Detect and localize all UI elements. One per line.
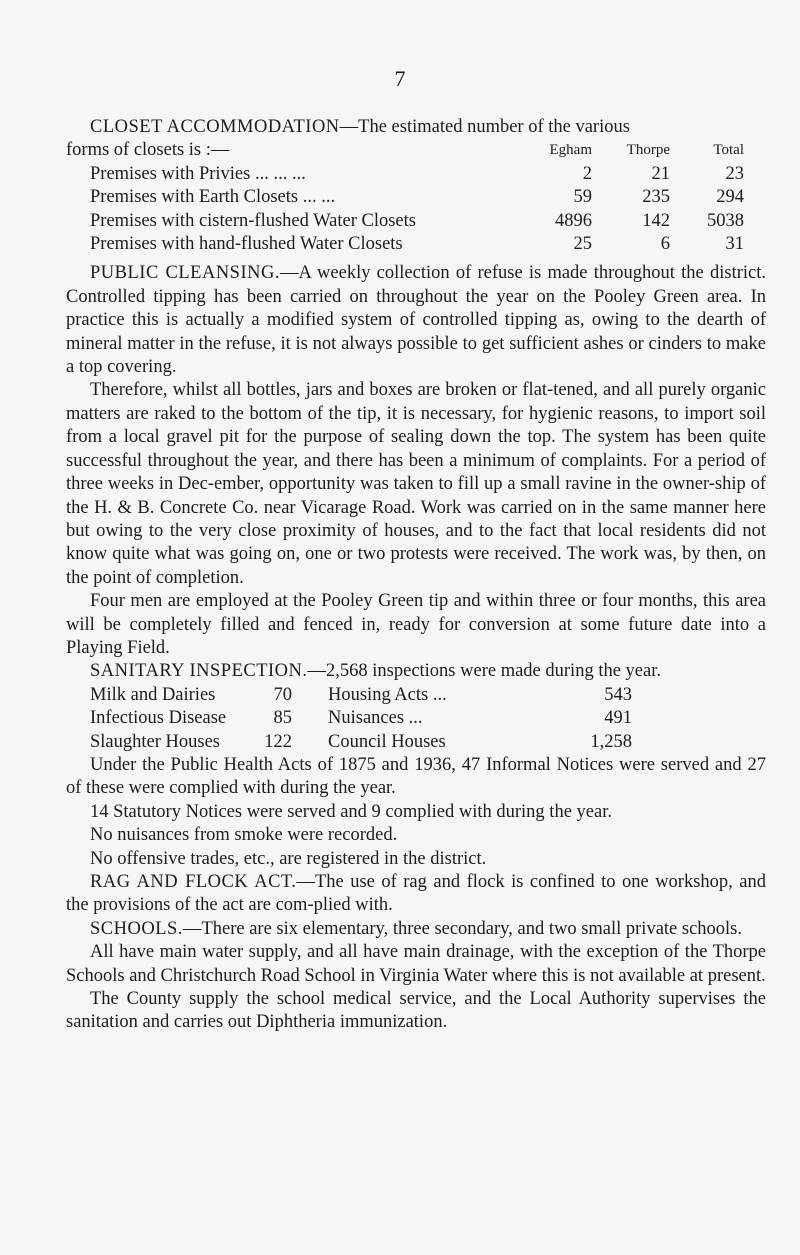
cell: 25 <box>573 234 592 255</box>
closets-intro-line2: forms of closets is :— <box>66 140 230 161</box>
inspection-value: 70 <box>273 684 292 705</box>
inspection-value: 122 <box>264 731 292 752</box>
cell: 21 <box>651 163 670 184</box>
rag-flock-paragraph: RAG AND FLOCK ACT.—The use of rag and flock is confined to one workshop, and the provisions of the act are com-plied with. <box>66 872 766 916</box>
inspection-label: Milk and Dairies <box>90 684 216 705</box>
inspection-label: Housing Acts ... <box>328 684 447 705</box>
public-cleansing-p3: Four men are employed at the Pooley Green tip and within three or four months, this area will be completely filled and fenced in, ready for conversion at some future date into a Playing Field. <box>66 591 766 658</box>
closets-table-header <box>66 139 766 162</box>
cell: 23 <box>725 163 744 184</box>
public-cleansing-p1: PUBLIC CLEANSING.—A weekly collection of refuse is made throughout the district. Controlled tipping has been carried on throughout the year on the Pooley Green area. In practice this is actually a modified system of controlled tipping as, owing to the dearth of mineral matter in the refuse, it is not always possible to get sufficient ashes or cinders to make a top covering. <box>66 263 766 378</box>
sanitary-intro: SANITARY INSPECTION.—2,568 inspections were made during the year. <box>90 661 661 682</box>
cell: 294 <box>716 187 744 208</box>
rag-flock-heading: RAG AND FLOCK ACT. <box>90 872 297 892</box>
inspection-row <box>90 731 766 754</box>
table-row <box>90 186 766 209</box>
schools-heading: SCHOOLS. <box>90 918 183 939</box>
inspection-label: Infectious Disease <box>90 708 227 729</box>
sanitary-p2: 14 Statutory Notices were served and 9 complied with during the year. <box>90 801 612 822</box>
row-label: Premises with Earth Closets ... ... <box>90 187 336 208</box>
public-cleansing-heading: PUBLIC CLEANSING. <box>90 263 280 284</box>
cell: 4896 <box>555 210 592 231</box>
public-cleansing-p2: Therefore, whilst all bottles, jars and boxes are broken or flat-tened, and all purely organic matters are raked to the bottom of the tip, it is necessary, for hygienic reasons, to import soil from a local gravel pit for the purpose of sealing down the top. The system has been quite successful throughout the year, and there has been a minimum of complaints. For a period of three weeks in Dec-ember, opportunity was taken to fill up a small ravine in the owner-ship of the H. & B. Concrete Co. near Vicarage Road. Work was carried on in the same manner here but owing to the very close proximity of houses, and to the fact that local residents did not know quite what was going on, one or two protests were received. The work was, by then, on the point of completion. <box>66 380 766 588</box>
table-row <box>90 233 766 256</box>
col-header: Egham <box>549 142 592 159</box>
inspection-label: Slaughter Houses <box>90 731 220 752</box>
sanitary-p4: No offensive trades, etc., are registered in the district. <box>90 848 487 869</box>
closets-heading: CLOSET ACCOMMODATION <box>90 117 340 137</box>
cell: 5038 <box>707 210 744 231</box>
closets-intro: CLOSET ACCOMMODATION—The estimated number of the various <box>90 117 630 137</box>
cell: 2 <box>582 163 592 184</box>
row-label: Premises with cistern-flushed Water Closets <box>90 210 416 231</box>
row-label: Premises with hand-flushed Water Closets <box>90 234 403 255</box>
inspection-value: 1,258 <box>590 731 632 752</box>
col-header: Thorpe <box>626 142 670 159</box>
cell: 31 <box>725 234 744 255</box>
cell: 235 <box>642 187 670 208</box>
schools-p2: All have main water supply, and all have main drainage, with the exception of the Thorpe Schools and Christchurch Road School in Virginia Water where this is not available at present. <box>66 942 766 986</box>
cell: 59 <box>573 187 592 208</box>
row-label: Premises with Privies ... ... ... <box>90 163 306 184</box>
cell: 6 <box>660 234 670 255</box>
inspection-row <box>90 707 766 730</box>
sanitary-p1: Under the Public Health Acts of 1875 and 1936, 47 Informal Notices were served and 27 of these were complied with during the year. <box>66 754 766 799</box>
inspection-row <box>90 684 766 707</box>
body-text <box>66 116 766 1035</box>
inspection-value: 543 <box>604 684 632 705</box>
sanitary-heading: SANITARY INSPECTION. <box>90 661 308 682</box>
table-row <box>90 210 766 233</box>
schools-p3: The County supply the school medical service, and the Local Authority supervises the sanitation and carries out Diphtheria immunization. <box>66 989 766 1033</box>
inspection-value: 85 <box>273 708 292 729</box>
inspection-value: 491 <box>604 708 632 729</box>
sanitary-p3: No nuisances from smoke were recorded. <box>90 825 398 846</box>
inspection-label: Council Houses <box>328 731 446 752</box>
col-header: Total <box>713 142 744 159</box>
page-number: 7 <box>394 66 406 91</box>
schools-p1: SCHOOLS.—There are six elementary, three secondary, and two small private schools. <box>90 918 743 939</box>
cell: 142 <box>642 210 670 231</box>
inspection-label: Nuisances ... <box>328 708 423 729</box>
table-row <box>90 163 766 186</box>
